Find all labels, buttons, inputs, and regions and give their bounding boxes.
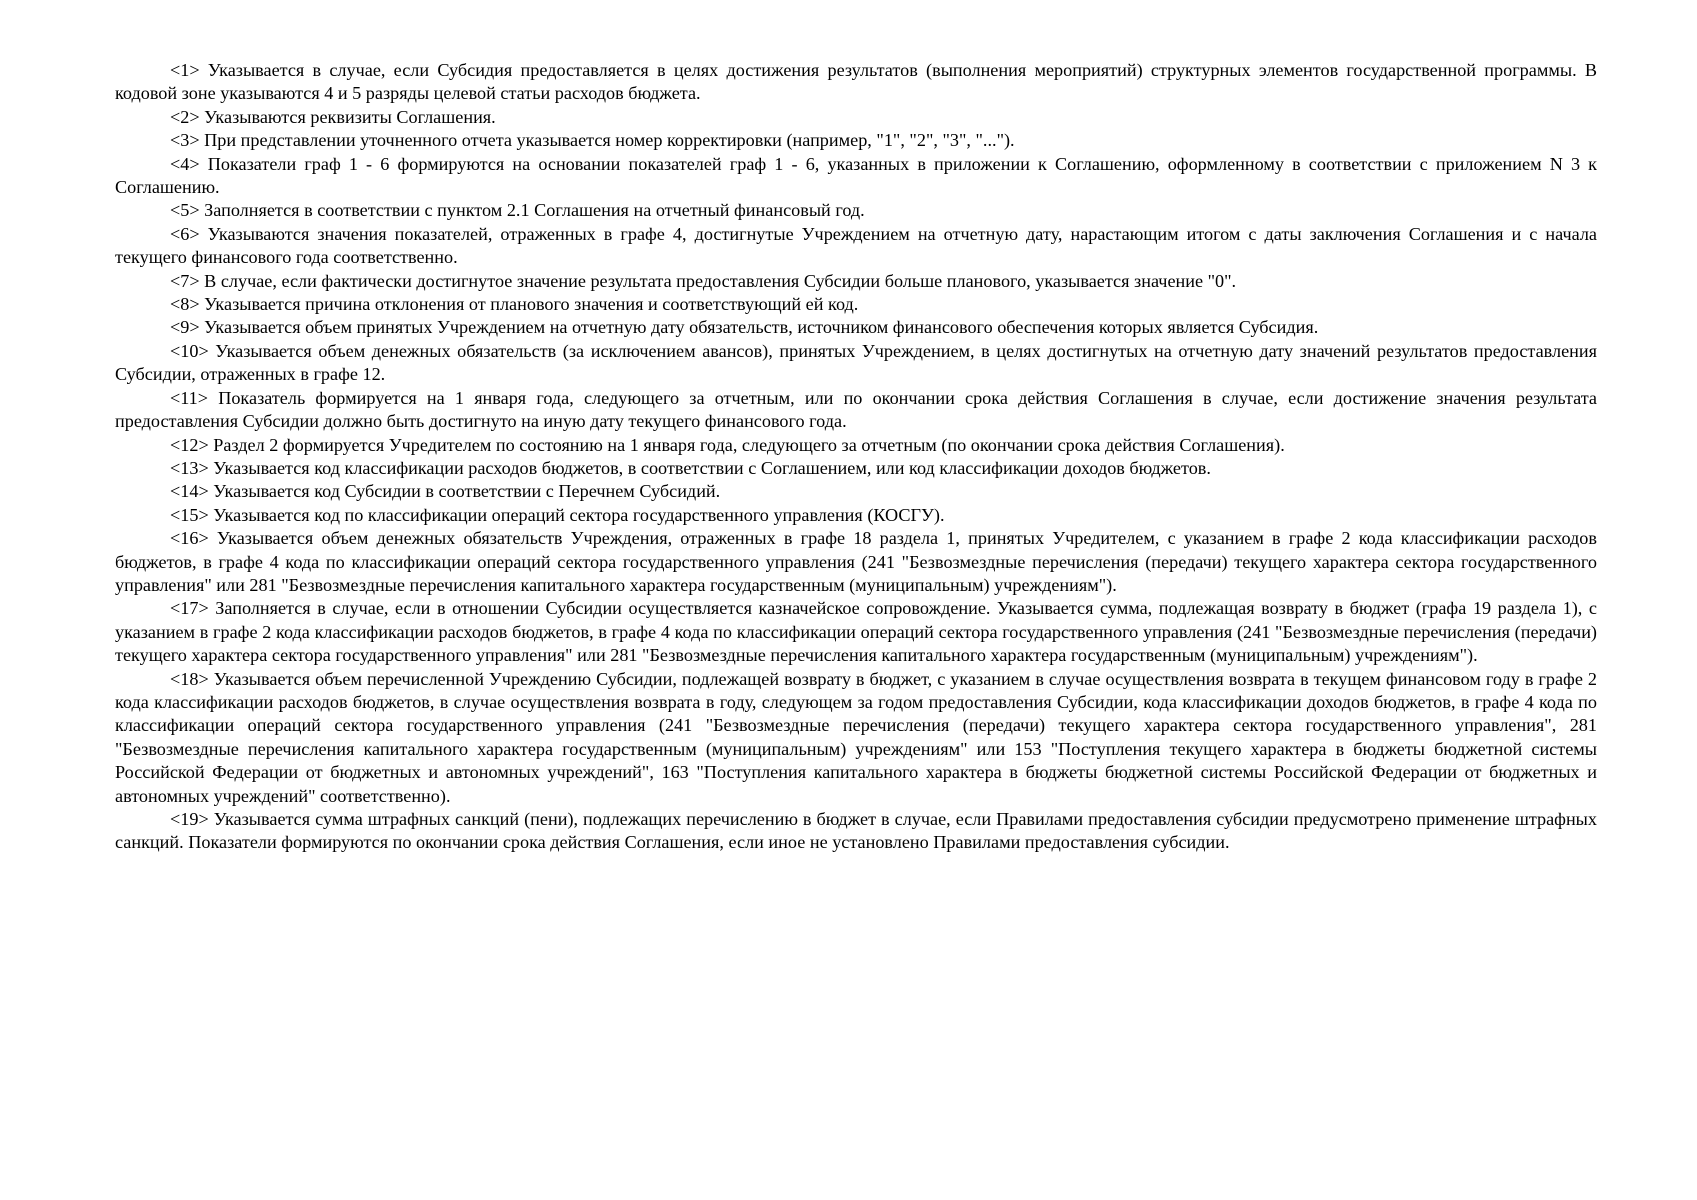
footnote-18: <18> Указывается объем перечисленной Учреждению Субсидии, подлежащей возврату в бюджет, с указанием в случае осуществления возврата в текущем финансовом году в графе 2 кода классификации расходов бюджетов, в случае осуществления возврата в году, следующем за годом предоставления Субсидии, кода классификации доходов бюджетов, в графе 4 кода по классификации операций сектора государственного управления (241 "Безвозмездные перечисления (передачи) текущего характера сектора государственного управления", 281 "Безвозмездные перечисления капитального характера государственным (муниципальным) учреждениям" или 153 "Поступления текущего характера в бюджеты бюджетной системы Российской Федерации от бюджетных и автономных учреждений", 163 "Поступления капитального характера в бюджеты бюджетной системы Российской Федерации от бюджетных и автономных учреждений" соответственно). [115,668,1597,806]
footnote-10: <10> Указывается объем денежных обязательств (за исключением авансов), принятых Учреждением, в целях достигнутых на отчетную дату значений результатов предоставления Субсидии, отраженных в графе 12. [115,340,1597,385]
footnote-6: <6> Указываются значения показателей, отраженных в графе 4, достигнутые Учреждением на отчетную дату, нарастающим итогом с даты заключения Соглашения и с начала текущего финансового года соответственно. [115,223,1597,268]
footnote-3: <3> При представлении уточненного отчета указывается номер корректировки (например, "1", "2", "3", "..."). [170,130,1015,151]
footnote-9: <9> Указывается объем принятых Учреждением на отчетную дату обязательств, источником финансового обеспечения которых является Субсидия. [170,317,1319,338]
footnote-13: <13> Указывается код классификации расходов бюджетов, в соответствии с Соглашением, или код классификации доходов бюджетов. [170,457,1211,478]
footnote-5: <5> Заполняется в соответствии с пунктом 2.1 Соглашения на отчетный финансовый год. [170,200,865,221]
footnote-14: <14> Указывается код Субсидии в соответствии с Перечнем Субсидий. [170,481,721,502]
footnote-17: <17> Заполняется в случае, если в отношении Субсидии осуществляется казначейское сопровождение. Указывается сумма, подлежащая возврату в бюджет (графа 19 раздела 1), с указанием в графе 2 кода классификации расходов бюджетов, в графе 4 кода по классификации операций сектора государственного управления (241 "Безвозмездные перечисления (передачи) текущего характера сектора государственного управления" или 281 "Безвозмездные перечисления капитального характера государственным (муниципальным) учреждениям"). [115,598,1597,666]
footnotes-page [115,59,1597,855]
footnote-19: <19> Указывается сумма штрафных санкций (пени), подлежащих перечислению в бюджет в случае, если Правилами предоставления субсидии предусмотрено применение штрафных санкций. Показатели формируются по окончании срока действия Соглашения, если иное не установлено Правилами предоставления субсидии. [115,809,1597,853]
footnote-7: <7> В случае, если фактически достигнутое значение результата предоставления Субсидии больше планового, указывается значение "0". [170,270,1237,291]
footnote-12: <12> Раздел 2 формируется Учредителем по состоянию на 1 января года, следующего за отчетным (по окончании срока действия Соглашения). [170,434,1285,455]
footnote-2: <2> Указываются реквизиты Соглашения. [170,106,496,127]
footnote-15: <15> Указывается код по классификации операций сектора государственного управления (КОСГУ). [170,504,945,525]
footnote-8: <8> Указывается причина отклонения от планового значения и соответствующий ей код. [170,294,859,315]
footnote-11: <11> Показатель формируется на 1 января года, следующего за отчетным, или по окончании срока действия Соглашения в случае, если достижение значения результата предоставления Субсидии должно быть достигнуто на иную дату текущего финансового года. [115,387,1597,432]
footnote-16: <16> Указывается объем денежных обязательств Учреждения, отраженных в графе 18 раздела 1, принятых Учредителем, с указанием в графе 2 кода классификации расходов бюджетов, в графе 4 кода по классификации операций сектора государственного управления (241 "Безвозмездные перечисления (передачи) текущего характера сектора государственного управления" или 281 "Безвозмездные перечисления капитального характера государственным (муниципальным) учреждениям"). [115,528,1597,595]
footnote-1: <1> Указывается в случае, если Субсидия предоставляется в целях достижения результатов (выполнения мероприятий) структурных элементов государственной программы. В кодовой зоне указываются 4 и 5 разряды целевой статьи расходов бюджета. [115,60,1597,104]
footnote-4: <4> Показатели граф 1 - 6 формируются на основании показателей граф 1 - 6, указанных в приложении к Соглашению, оформленному в соответствии с приложением N 3 к Соглашению. [115,153,1597,198]
